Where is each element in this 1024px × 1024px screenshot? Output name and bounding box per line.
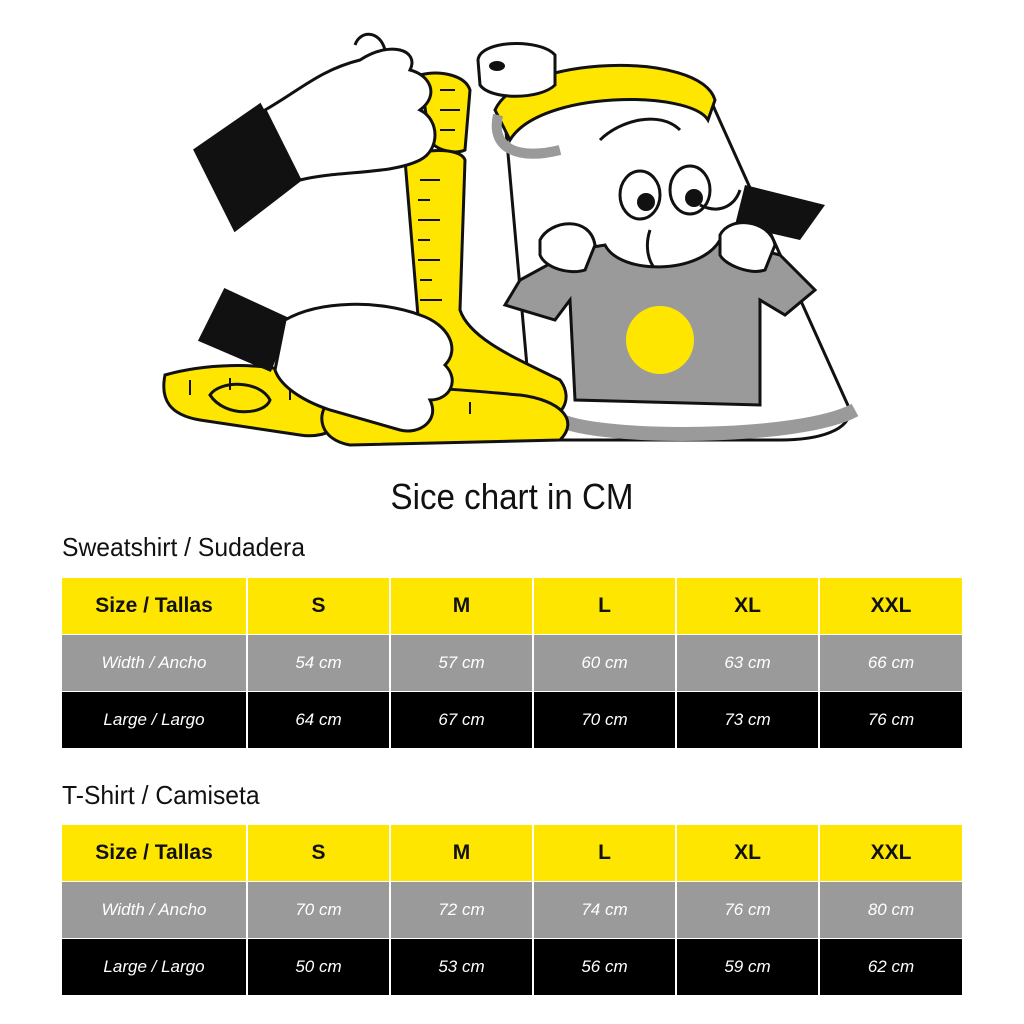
row-label: Large / Largo [62,939,247,996]
upper-hand [195,34,435,230]
table-header-row [62,578,962,635]
table-cell: 57 cm [390,635,533,692]
row-label: Width / Ancho [62,882,247,939]
table-cell: 72 cm [390,882,533,939]
table-row [62,882,962,939]
table-cell: 70 cm [247,882,390,939]
header-cell: Size / Tallas [62,578,247,635]
table-cell: 54 cm [247,635,390,692]
table-cell: 67 cm [390,692,533,749]
header-cell: M [390,825,533,882]
table-row [62,692,962,749]
table-cell: 80 cm [819,882,962,939]
table-cell: 56 cm [533,939,676,996]
header-cell: Size / Tallas [62,825,247,882]
tshirt-table-title: T-Shirt / Camiseta [62,780,260,810]
table-row [62,635,962,692]
measuring-illustration [0,0,1024,470]
table-cell: 53 cm [390,939,533,996]
header-cell: L [533,825,676,882]
sweatshirt-table-title: Sweatshirt / Sudadera [62,532,306,562]
header-cell: M [390,578,533,635]
chart-title: Sice chart in CM [390,476,634,517]
table-header-row [62,825,962,882]
header-cell: XL [676,578,819,635]
table-cell: 64 cm [247,692,390,749]
table-cell: 76 cm [676,882,819,939]
row-label: Width / Ancho [62,635,247,692]
table-cell: 70 cm [533,692,676,749]
table-cell: 63 cm [676,635,819,692]
header-cell: S [247,578,390,635]
table-cell: 62 cm [819,939,962,996]
sweatshirt-size-table [62,578,962,748]
table-cell: 66 cm [819,635,962,692]
table-cell: 73 cm [676,692,819,749]
table-row [62,939,962,996]
table-cell: 74 cm [533,882,676,939]
table-cell: 59 cm [676,939,819,996]
header-cell: XXL [819,578,962,635]
table-cell: 76 cm [819,692,962,749]
row-label: Large / Largo [62,692,247,749]
table-cell: 60 cm [533,635,676,692]
table-cell: 50 cm [247,939,390,996]
header-cell: XXL [819,825,962,882]
header-cell: S [247,825,390,882]
tshirt-size-table [62,825,962,995]
header-cell: XL [676,825,819,882]
header-cell: L [533,578,676,635]
